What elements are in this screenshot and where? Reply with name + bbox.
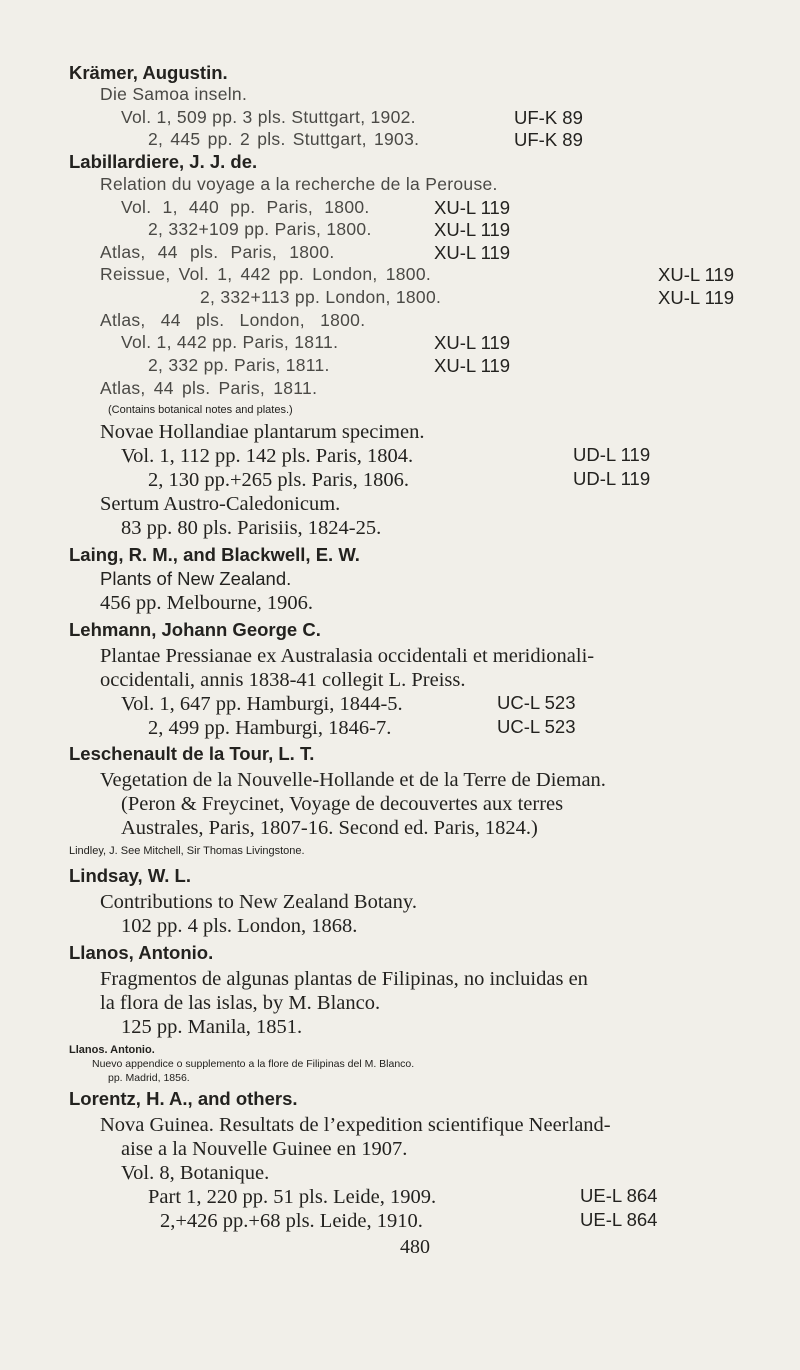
callno-plantae-vol2: UC-L 523 bbox=[497, 716, 576, 737]
title-relation: Relation du voyage a la recherche de la Perouse. bbox=[100, 174, 498, 194]
rel-atlas: Atlas, 44 pls. Paris, 1800. bbox=[100, 242, 335, 262]
xref-lindley: Lindley, J. See Mitchell, Sir Thomas Livingstone. bbox=[69, 845, 305, 857]
heading-llanos: Llanos, Antonio. bbox=[69, 942, 214, 963]
heading-lindsay: Lindsay, W. L. bbox=[69, 865, 191, 886]
callno-nova-guinea-part1: UE-L 864 bbox=[580, 1185, 658, 1206]
page-number: 480 bbox=[400, 1236, 430, 1258]
nova-guinea-part2: 2,+426 pp.+68 pls. Leide, 1910. bbox=[160, 1210, 423, 1232]
rel-vol2: 2, 332+109 pp. Paris, 1800. bbox=[148, 219, 372, 239]
callno-novae-vol1: UD-L 119 bbox=[573, 444, 651, 465]
vegetation-note-2: Australes, Paris, 1807-16. Second ed. Paris, 1824.) bbox=[121, 817, 538, 839]
callno-reissue-vol2: XU-L 119 bbox=[658, 287, 735, 308]
title-vegetation: Vegetation de la Nouvelle-Hollande et de la Terre de Dieman. bbox=[100, 769, 606, 791]
title-plantae-1: Plantae Pressianae ex Australasia occidentali et meridionali- bbox=[100, 645, 595, 667]
callno-reissue-vol1: XU-L 119 bbox=[658, 264, 735, 285]
title-contributions: Contributions to New Zealand Botany. bbox=[100, 891, 417, 913]
ed1811-vol1: Vol. 1, 442 pp. Paris, 1811. bbox=[121, 332, 339, 352]
heading-lorentz: Lorentz, H. A., and others. bbox=[69, 1088, 298, 1109]
title-nova-guinea-2: aise a la Nouvelle Guinee en 1907. bbox=[121, 1138, 408, 1160]
novae-vol1: Vol. 1, 112 pp. 142 pls. Paris, 1804. bbox=[121, 445, 414, 467]
ed1811-atlas: Atlas, 44 pls. Paris, 1811. bbox=[100, 378, 318, 398]
contributions-detail: 102 pp. 4 pls. London, 1868. bbox=[121, 915, 358, 937]
rel-vol1: Vol. 1, 440 pp. Paris, 1800. bbox=[121, 197, 370, 217]
nova-guinea-vol8: Vol. 8, Botanique. bbox=[121, 1162, 270, 1184]
sertum-detail: 83 pp. 80 pls. Parisiis, 1824-25. bbox=[121, 517, 382, 539]
title-plantae-2: occidentali, annis 1838-41 collegit L. Preiss. bbox=[100, 669, 466, 691]
nova-guinea-part1: Part 1, 220 pp. 51 pls. Leide, 1909. bbox=[148, 1186, 437, 1208]
llanos-entry-2-detail: pp. Madrid, 1856. bbox=[108, 1072, 190, 1084]
title-fragmentos-1: Fragmentos de algunas plantas de Filipinas, no incluidas en bbox=[100, 968, 588, 990]
callno-1811-vol2: XU-L 119 bbox=[434, 355, 511, 376]
heading-laing: Laing, R. M., and Blackwell, E. W. bbox=[69, 544, 360, 565]
heading-lehmann: Lehmann, Johann George C. bbox=[69, 619, 321, 640]
title-samoa: Die Samoa inseln. bbox=[100, 84, 248, 104]
callno-rel-atlas: XU-L 119 bbox=[434, 242, 511, 263]
title-novae: Novae Hollandiae plantarum specimen. bbox=[100, 421, 425, 443]
vegetation-note-1: (Peron & Freycinet, Voyage de decouvertes aux terres bbox=[121, 793, 564, 815]
title-nova-guinea-1: Nova Guinea. Resultats de l’expedition scientifique Neerland- bbox=[100, 1114, 611, 1136]
heading-labillardiere: Labillardiere, J. J. de. bbox=[69, 151, 258, 172]
callno-rel-vol2: XU-L 119 bbox=[434, 219, 511, 240]
reissue-vol2: 2, 332+113 pp. London, 1800. bbox=[200, 287, 442, 307]
title-plants-nz: Plants of New Zealand. bbox=[100, 568, 292, 589]
callno-samoa-vol1: UF-K 89 bbox=[514, 107, 583, 128]
fragmentos-detail: 125 pp. Manila, 1851. bbox=[121, 1016, 303, 1038]
reissue-vol1: Reissue, Vol. 1, 442 pp. London, 1800. bbox=[100, 264, 432, 284]
novae-vol2: 2, 130 pp.+265 pls. Paris, 1806. bbox=[148, 469, 409, 491]
note-botanical: (Contains botanical notes and plates.) bbox=[108, 404, 293, 416]
callno-nova-guinea-part2: UE-L 864 bbox=[580, 1209, 658, 1230]
llanos-entry-2-heading: Llanos. Antonio. bbox=[69, 1044, 155, 1056]
callno-novae-vol2: UD-L 119 bbox=[573, 468, 651, 489]
heading-leschenault: Leschenault de la Tour, L. T. bbox=[69, 743, 315, 764]
heading-kramer: Krämer, Augustin. bbox=[69, 62, 228, 83]
ed1811-vol2: 2, 332 pp. Paris, 1811. bbox=[148, 355, 330, 375]
vol2-samoa: 2, 445 pp. 2 pls. Stuttgart, 1903. bbox=[148, 129, 420, 149]
callno-plantae-vol1: UC-L 523 bbox=[497, 692, 576, 713]
callno-1811-vol1: XU-L 119 bbox=[434, 332, 511, 353]
vol1-samoa: Vol. 1, 509 pp. 3 pls. Stuttgart, 1902. bbox=[121, 107, 416, 127]
plantae-vol2: 2, 499 pp. Hamburgi, 1846-7. bbox=[148, 717, 392, 739]
title-sertum: Sertum Austro-Caledonicum. bbox=[100, 493, 341, 515]
reissue-atlas: Atlas, 44 pls. London, 1800. bbox=[100, 310, 366, 330]
callno-samoa-vol2: UF-K 89 bbox=[514, 129, 583, 150]
plants-nz-detail: 456 pp. Melbourne, 1906. bbox=[100, 592, 313, 614]
callno-rel-vol1: XU-L 119 bbox=[434, 197, 511, 218]
llanos-entry-2-title: Nuevo appendice o supplemento a la flore de Filipinas del M. Blanco. bbox=[92, 1058, 415, 1070]
plantae-vol1: Vol. 1, 647 pp. Hamburgi, 1844-5. bbox=[121, 693, 403, 715]
title-fragmentos-2: la flora de las islas, by M. Blanco. bbox=[100, 992, 381, 1014]
